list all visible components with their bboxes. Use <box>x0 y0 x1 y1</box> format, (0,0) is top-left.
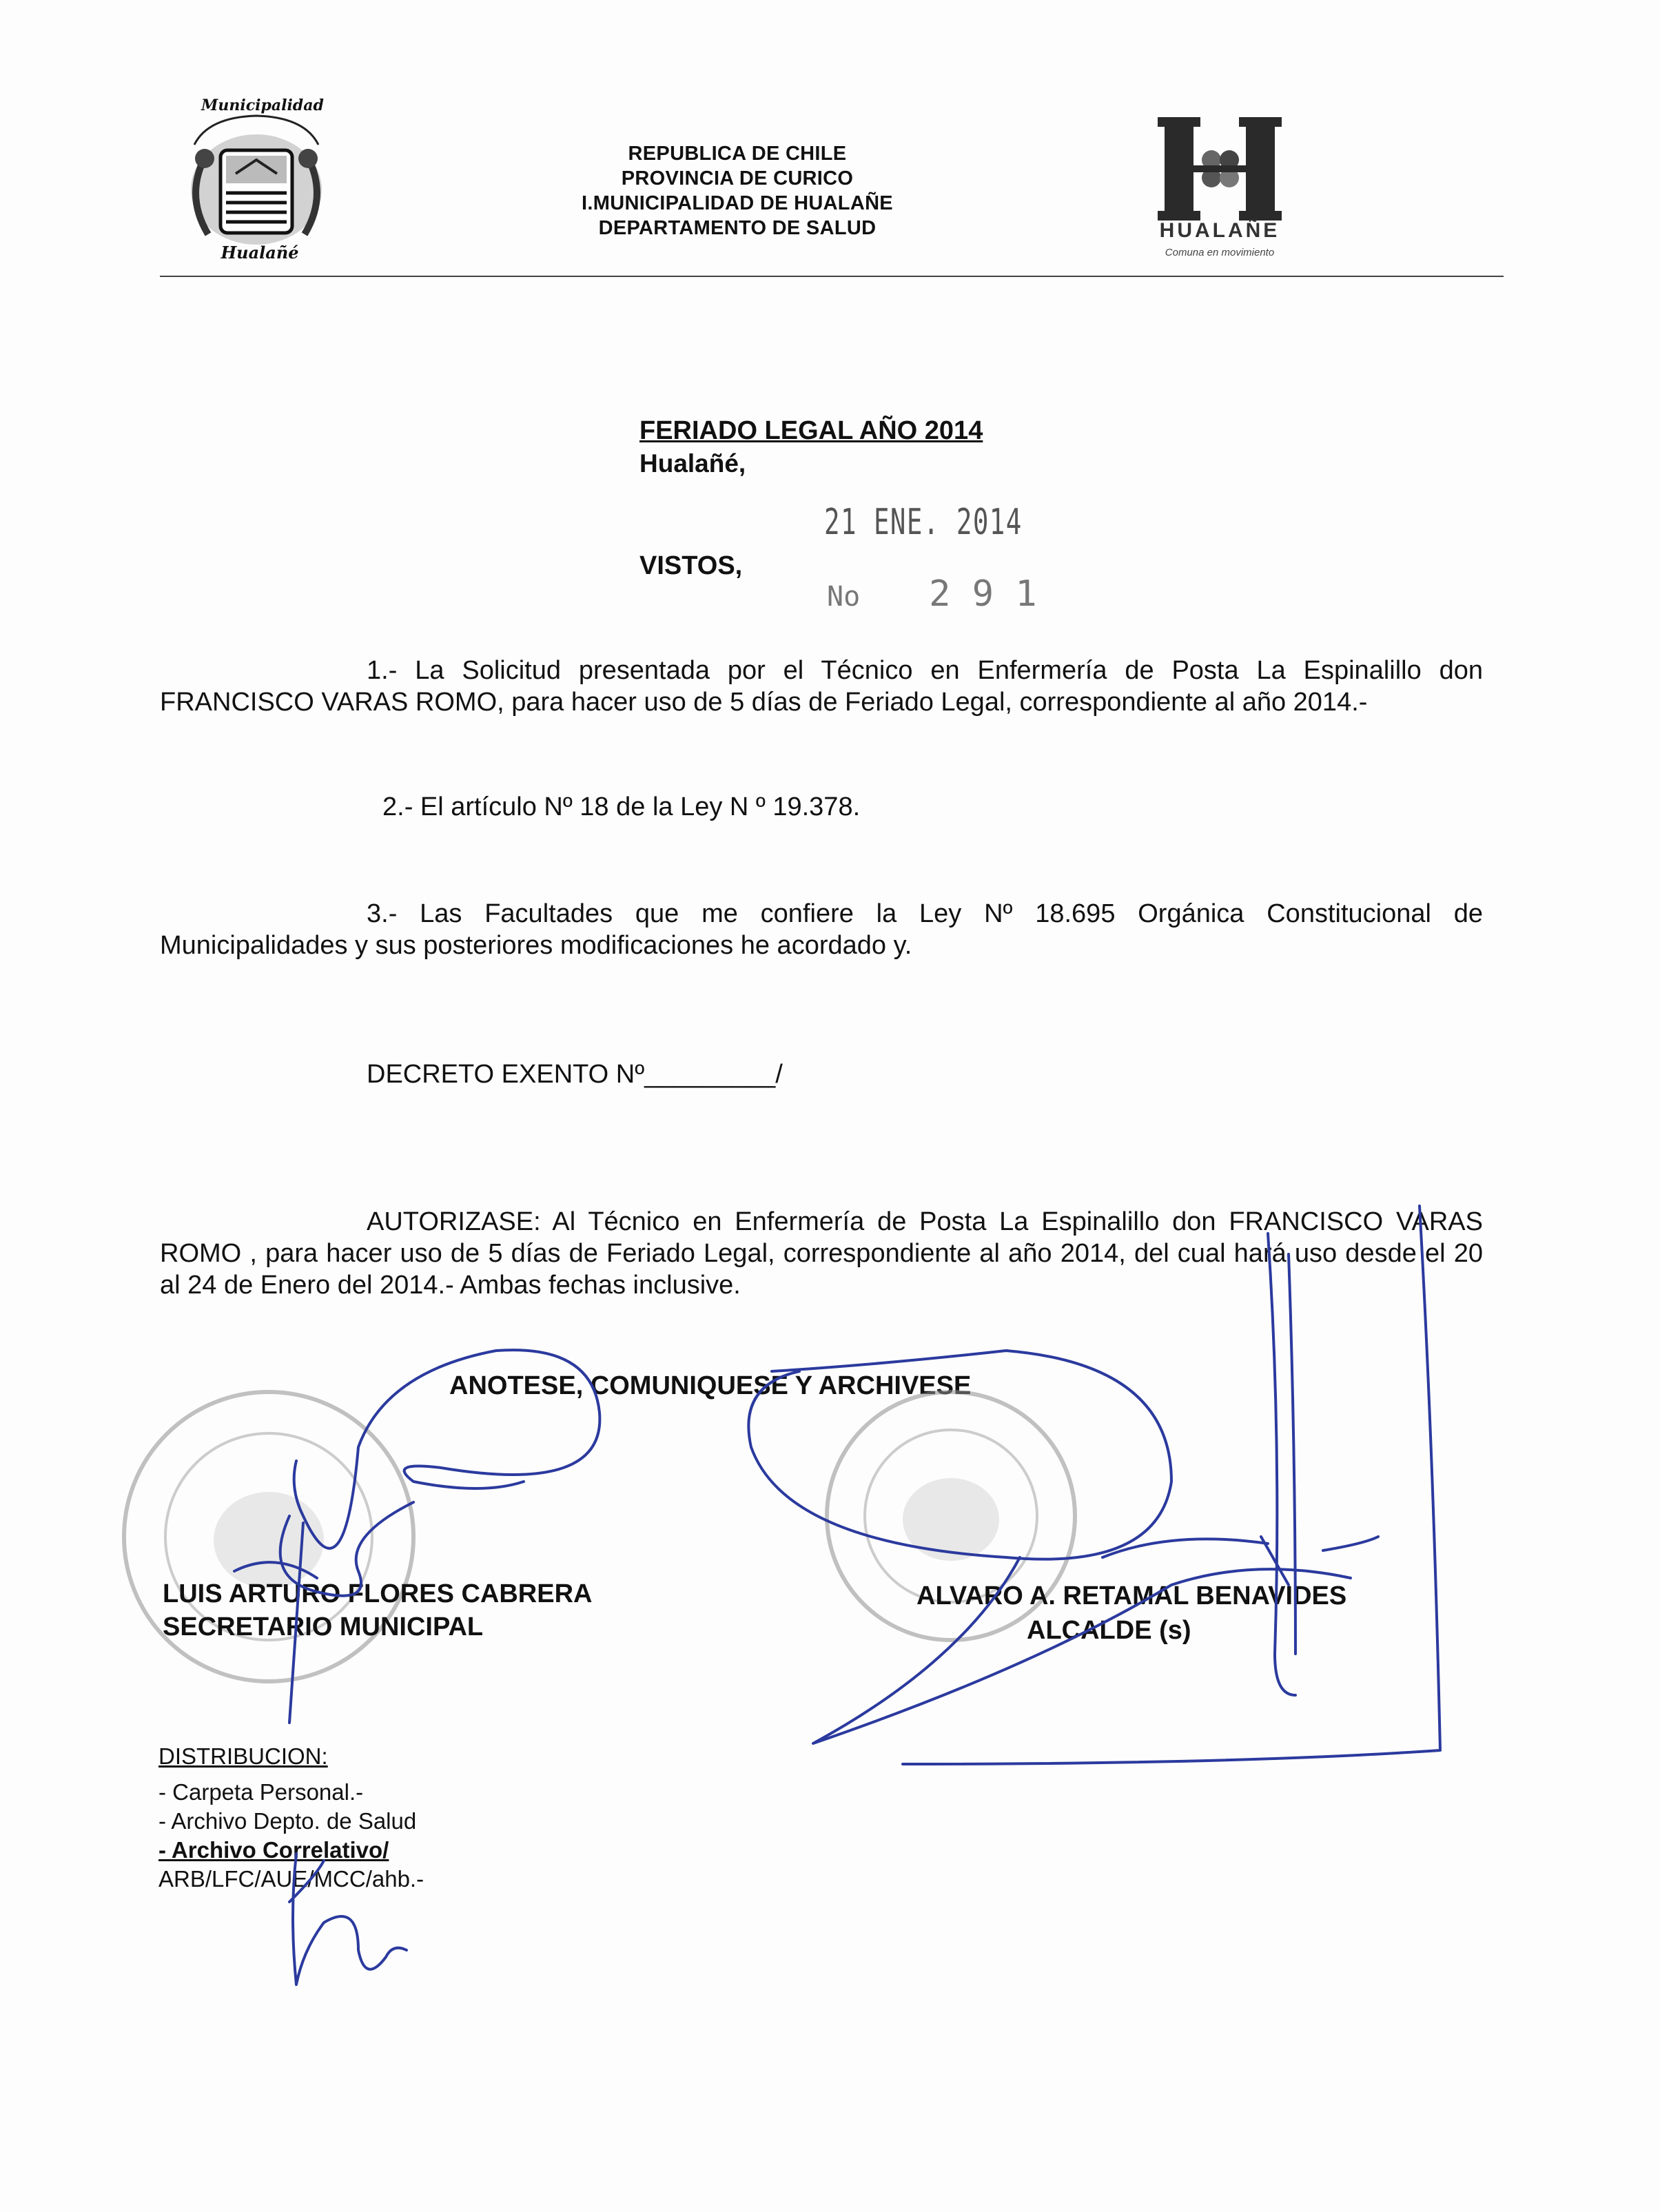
number-stamp <box>827 573 1037 615</box>
decreto-line: DECRETO EXENTO Nº_________/ <box>367 1060 783 1089</box>
date-stamp: 21 ENE. 2014 <box>824 502 1023 543</box>
distribution-item: - Carpeta Personal.- <box>158 1779 364 1805</box>
distribution-item: ARB/LFC/AUE/MCC/ahb.- <box>158 1866 424 1892</box>
left-signer-name: LUIS ARTURO FLORES CABRERA <box>163 1579 593 1608</box>
distribution-list <box>158 1778 424 1894</box>
header-line-department: DEPARTAMENTO DE SALUD <box>598 217 877 239</box>
distribution-item: - Archivo Correlativo/ <box>158 1837 389 1863</box>
distribution-heading <box>158 1743 328 1770</box>
logo-slogan: Comuna en movimiento <box>1165 247 1275 258</box>
left-signer-title: SECRETARIO MUNICIPAL <box>163 1612 484 1641</box>
right-signer-name: ALVARO A. RETAMAL BENAVIDES <box>916 1581 1347 1610</box>
document-city: Hualañé, <box>639 449 746 478</box>
logo-name: HUALAÑE <box>1159 219 1280 242</box>
number-stamp-value: 2 9 1 <box>929 573 1037 615</box>
distribution-item: - Archivo Depto. de Salud <box>158 1808 417 1834</box>
header-line-province: PROVINCIA DE CURICO <box>621 167 854 190</box>
hualane-h-logo-icon <box>1158 117 1282 221</box>
document-title: FERIADO LEGAL AÑO 2014 <box>639 416 983 445</box>
number-stamp-prefix: No <box>827 581 861 613</box>
paragraph-1 <box>160 655 1483 718</box>
crest-bottom-text: Hualañé <box>221 243 299 263</box>
distribution-heading-text: DISTRIBUCION <box>158 1743 322 1769</box>
paragraph-3-text: 3.- Las Facultades que me confiere la Ley Nº 18.695 Orgánica Constitucional de Municipalidades y sus posteriores modificaciones he acordado y. <box>160 899 1483 960</box>
left-signature-icon <box>234 1350 600 1723</box>
paragraph-4-text: AUTORIZASE: Al Técnico en Enfermería de Posta La Espinalillo don FRANCISCO VARAS ROMO , para hacer uso de 5 días de Feriado Legal, correspondiente al año 2014, del cual hará uso desde el 20 al 24 de Enero del 2014.- Ambas fechas inclusive. <box>160 1207 1483 1300</box>
header-divider <box>160 276 1504 277</box>
paragraph-1-text: 1.- La Solicitud presentada por el Técnico en Enfermería de Posta La Espinalillo don FRANCISCO VARAS ROMO, para hacer uso de 5 días de Feriado Legal, correspondiente al año 2014.- <box>160 656 1483 717</box>
paragraph-4 <box>160 1206 1483 1301</box>
header-line-country: REPUBLICA DE CHILE <box>628 143 847 165</box>
header-line-municipality: I.MUNICIPALIDAD DE HUALAÑE <box>582 192 893 214</box>
vistos-label: VISTOS, <box>639 551 743 580</box>
paragraph-2: 2.- El artículo Nº 18 de la Ley N º 19.378. <box>382 792 861 821</box>
distribution-heading-suffix: : <box>321 1743 328 1769</box>
municipal-coat-of-arms-icon <box>181 96 332 269</box>
closing-line: ANOTESE, COMUNIQUESE Y ARCHIVESE <box>449 1371 972 1400</box>
hualane-logo <box>1144 117 1295 276</box>
paragraph-3 <box>160 898 1483 961</box>
right-signer-title: ALCALDE (s) <box>1027 1616 1191 1645</box>
header-text-block <box>524 141 951 240</box>
crest-top-text: Municipalidad <box>201 96 324 114</box>
